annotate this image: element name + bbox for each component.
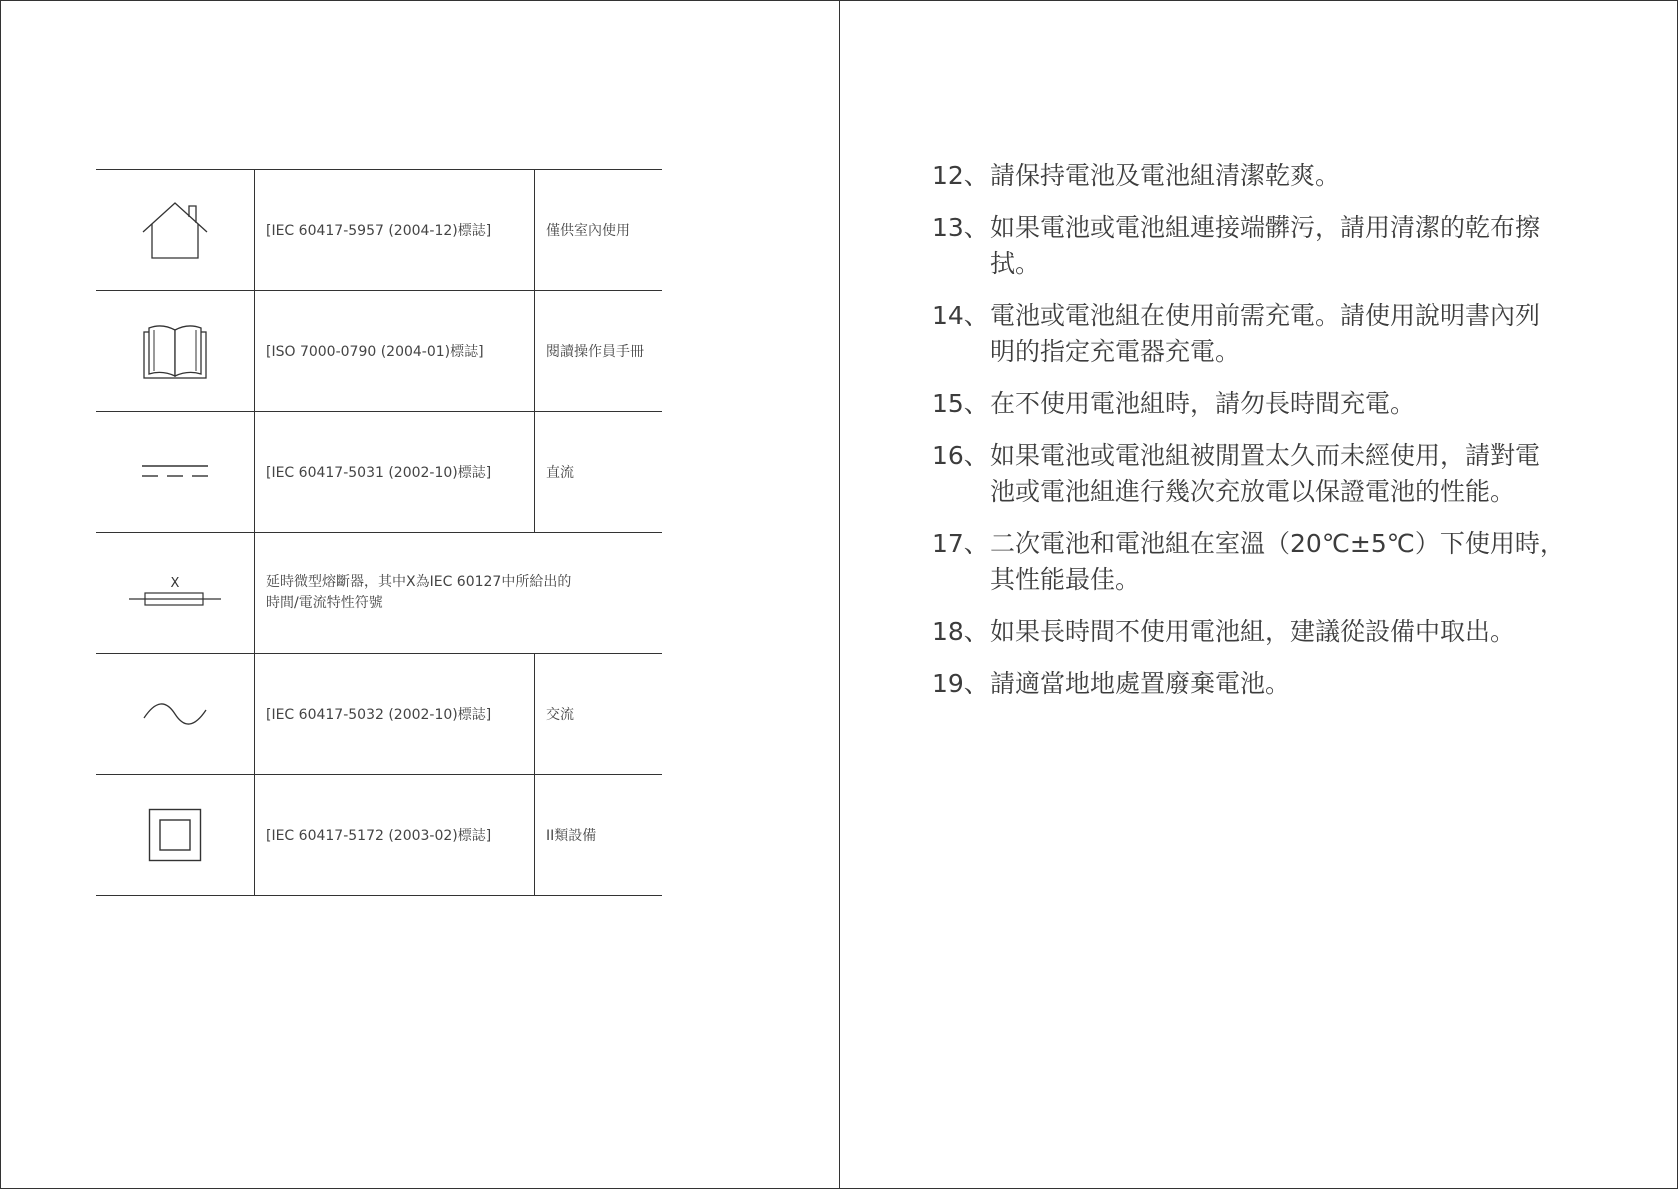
symbol-meaning: 閱讀操作員手冊 xyxy=(535,291,663,412)
item-text-line1: 電池或電池組在使用前需充電。請使用說明書內列 xyxy=(990,301,1541,330)
fuse-description-line2: 時間/電流特性符號 xyxy=(266,595,383,611)
table-row xyxy=(96,775,662,896)
symbol-table xyxy=(96,169,662,896)
fuse-icon xyxy=(127,575,223,611)
item-number: 14、 xyxy=(932,301,989,330)
item-text-line2: 拭。 xyxy=(990,249,1041,278)
list-item xyxy=(932,210,1572,282)
item-number: 18、 xyxy=(932,617,989,646)
table-row xyxy=(96,533,662,654)
item-number: 16、 xyxy=(932,441,989,470)
item-text-line1: 在不使用電池組時，請勿長時間充電。 xyxy=(990,389,1416,418)
item-text-line1: 請保持電池及電池組清潔乾爽。 xyxy=(990,161,1341,190)
item-text-line1: 如果電池或電池組連接端髒污，請用清潔的乾布擦 xyxy=(990,213,1541,242)
item-number: 19、 xyxy=(932,669,989,698)
symbol-code: [IEC 60417-5032 (2002-10)標誌] xyxy=(255,654,535,775)
fuse-label: X xyxy=(170,576,180,591)
symbol-code: [IEC 60417-5031 (2002-10)標誌] xyxy=(255,412,535,533)
double-insulation-icon xyxy=(148,808,202,862)
item-text-line1: 如果長時間不使用電池組，建議從設備中取出。 xyxy=(990,617,1516,646)
house-icon xyxy=(141,200,209,260)
list-item xyxy=(932,526,1572,598)
item-number: 17、 xyxy=(932,529,989,558)
item-number: 13、 xyxy=(932,213,989,242)
symbol-meaning: 交流 xyxy=(535,654,663,775)
item-text-line2: 其性能最佳。 xyxy=(990,565,1141,594)
table-row xyxy=(96,412,662,533)
fuse-description-line1: 延時微型熔斷器，其中X為IEC 60127中所給出的 xyxy=(266,574,572,590)
alternating-current-icon xyxy=(142,700,208,728)
table-row xyxy=(96,291,662,412)
list-item xyxy=(932,438,1572,510)
item-text-line2: 明的指定充電器充電。 xyxy=(990,337,1241,366)
item-text-line1: 二次電池和電池組在室溫（20℃±5℃）下使用時， xyxy=(990,529,1565,558)
table-row xyxy=(96,654,662,775)
battery-notes-list xyxy=(932,158,1572,718)
symbol-meaning: 直流 xyxy=(535,412,663,533)
left-page xyxy=(0,0,840,1189)
item-number: 12、 xyxy=(932,161,989,190)
symbol-code: [IEC 60417-5172 (2003-02)標誌] xyxy=(255,775,535,896)
list-item xyxy=(932,386,1572,422)
list-item xyxy=(932,666,1572,702)
item-text-line1: 請適當地地處置廢棄電池。 xyxy=(990,669,1291,698)
symbol-code: [IEC 60417-5957 (2004-12)標誌] xyxy=(255,170,535,291)
symbol-meaning: II類設備 xyxy=(535,775,663,896)
symbol-code: [ISO 7000-0790 (2004-01)標誌] xyxy=(255,291,535,412)
list-item xyxy=(932,158,1572,194)
manual-book-icon xyxy=(142,322,208,380)
item-number: 15、 xyxy=(932,389,989,418)
symbol-meaning: 僅供室內使用 xyxy=(535,170,663,291)
item-text-line1: 如果電池或電池組被閒置太久而未經使用，請對電 xyxy=(990,441,1541,470)
item-text-line2: 池或電池組進行幾次充放電以保證電池的性能。 xyxy=(990,477,1516,506)
direct-current-icon xyxy=(140,462,210,482)
list-item xyxy=(932,298,1572,370)
list-item xyxy=(932,614,1572,650)
table-row xyxy=(96,170,662,291)
